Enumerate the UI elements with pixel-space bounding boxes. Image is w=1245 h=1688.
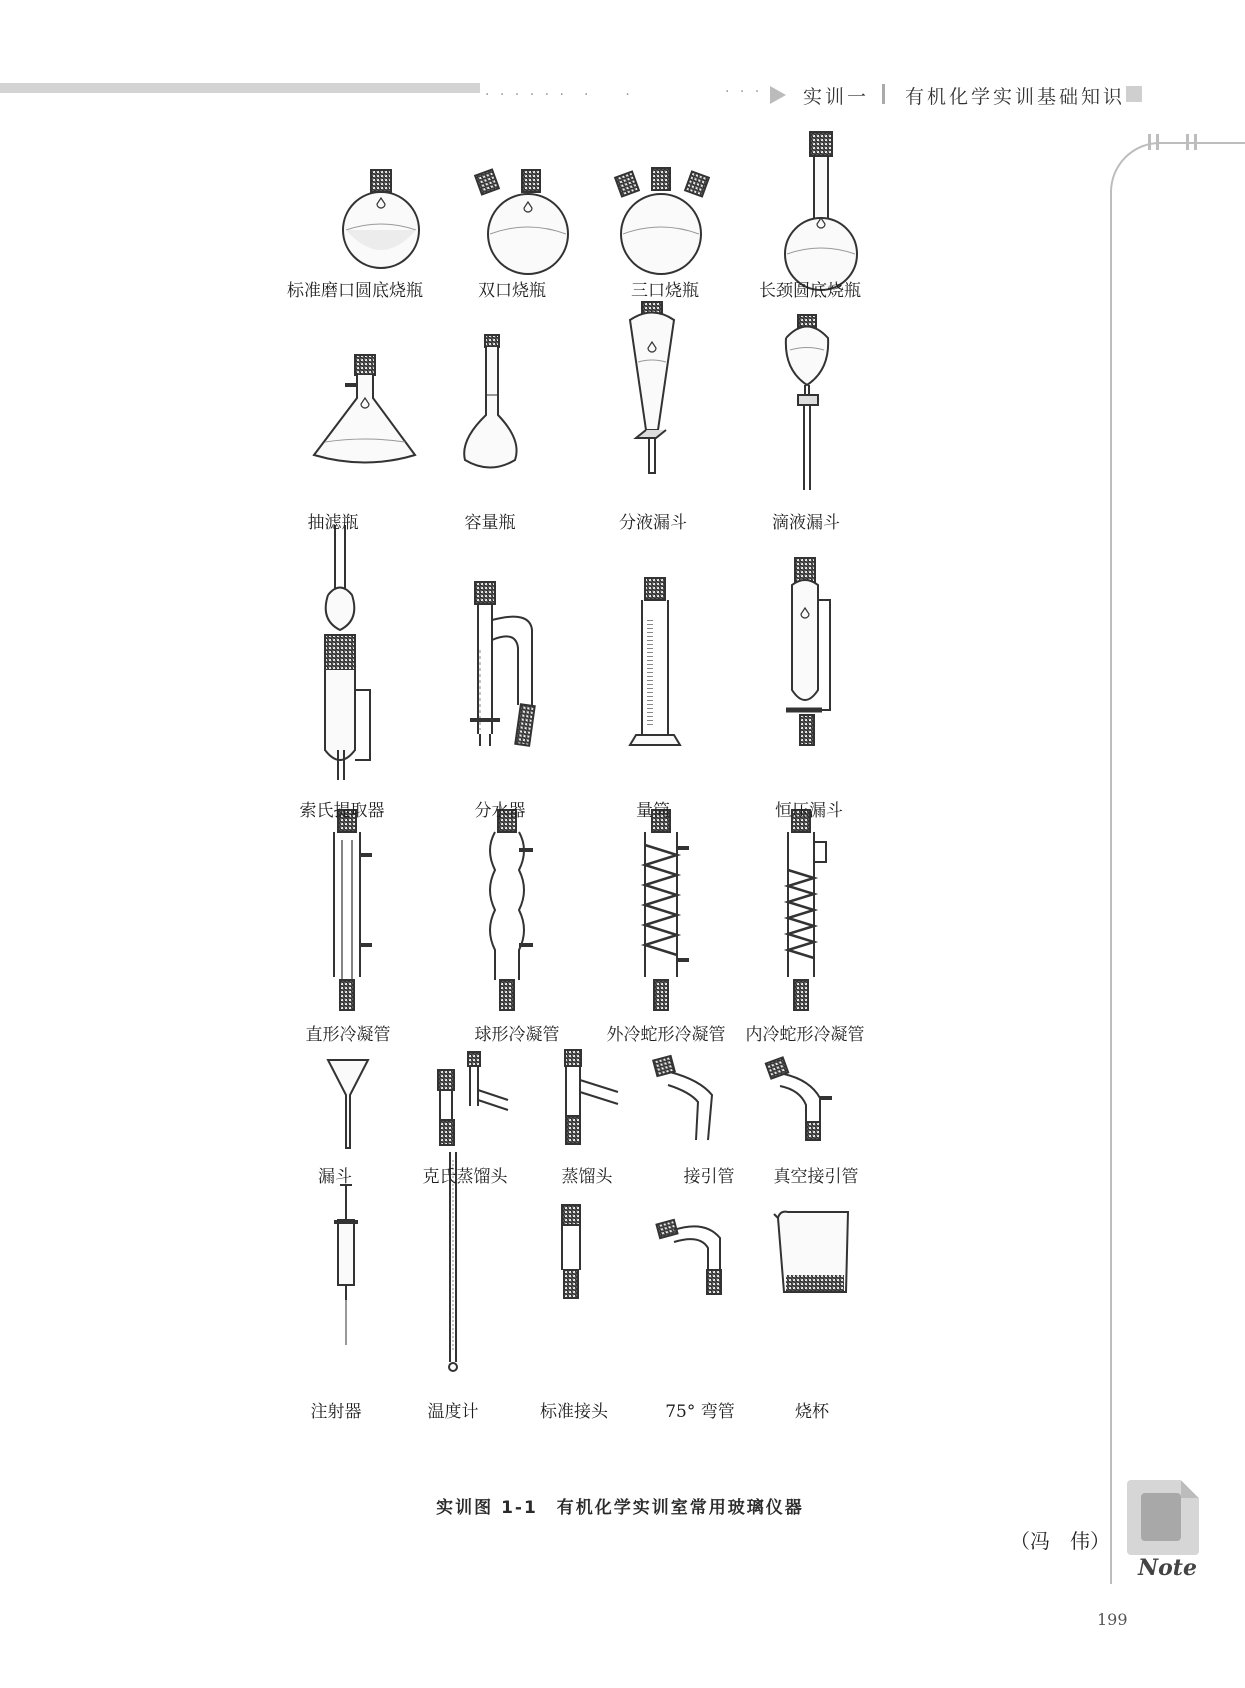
dropping-funnel-icon [786, 315, 828, 490]
graduated-cylinder-icon [630, 578, 680, 745]
volumetric-flask-icon [464, 335, 516, 468]
label-constant-pressure-funnel: 恒压漏斗 [775, 801, 843, 821]
vacuum-adapter-icon [766, 1057, 832, 1140]
label-inner-coil-condenser: 内冷蛇形冷凝管 [745, 1025, 865, 1045]
funnel-icon [328, 1060, 368, 1148]
note-icon [1127, 1480, 1199, 1555]
header-dots: · · · · · · · · [485, 87, 633, 103]
water-separator-icon [470, 582, 535, 746]
page-number: 199 [1097, 1610, 1128, 1629]
round-bottom-flask-icon [343, 170, 419, 268]
author: （冯 伟） [1010, 1529, 1110, 1553]
two-neck-flask-icon [475, 170, 568, 274]
margin-marks [1148, 134, 1238, 154]
separatory-funnel-icon [630, 302, 674, 473]
label-long-neck-flask: 长颈圆底烧瓶 [759, 281, 861, 301]
label-two-neck-flask: 双口烧瓶 [478, 281, 546, 301]
label-standard-joint: 标准接头 [540, 1402, 608, 1422]
label-claisen-head: 克氏蒸馏头 [422, 1167, 508, 1187]
label-graduated-cylinder: 量筒 [636, 801, 670, 821]
header-square-icon [1126, 86, 1142, 102]
label-bulb-condenser: 球形冷凝管 [474, 1025, 560, 1045]
distillation-head-icon [565, 1050, 618, 1144]
header-arrow-icon [770, 86, 786, 104]
bent-tube-75-icon [656, 1220, 721, 1294]
label-separatory-funnel: 分液漏斗 [619, 513, 687, 533]
constant-pressure-funnel-icon [786, 558, 830, 745]
label-soxhlet-extractor: 索氏提取器 [299, 801, 385, 821]
suction-flask-icon [314, 355, 415, 463]
label-adapter-tube: 接引管 [683, 1167, 735, 1187]
bulb-condenser-icon [490, 810, 533, 1010]
adapter-tube-icon [653, 1056, 712, 1140]
label-outer-coil-condenser: 外冷蛇形冷凝管 [606, 1025, 726, 1045]
header-dots-right: · · · [725, 84, 763, 100]
label-bent-tube: 75° 弯管 [665, 1402, 735, 1422]
label-beaker: 烧杯 [795, 1402, 829, 1422]
soxhlet-extractor-icon [325, 525, 370, 780]
label-distillation-head: 蒸馏头 [561, 1167, 613, 1187]
note-word: Note [1138, 1555, 1197, 1581]
standard-joint-icon [562, 1205, 580, 1298]
margin-frame [1110, 142, 1245, 1584]
label-vacuum-adapter: 真空接引管 [773, 1167, 859, 1187]
syringe-icon [334, 1185, 358, 1345]
header-chapter: 实训一 [803, 86, 870, 108]
label-water-separator: 分水器 [474, 801, 526, 821]
outer-coil-condenser-icon [645, 810, 689, 1010]
label-straight-condenser: 直形冷凝管 [305, 1025, 391, 1045]
glassware-figure [287, 130, 960, 1520]
long-neck-flask-icon [785, 132, 857, 290]
header-bar [0, 83, 480, 93]
beaker-icon [774, 1212, 848, 1292]
straight-condenser-icon [334, 810, 372, 1010]
label-funnel: 漏斗 [318, 1167, 352, 1187]
label-three-neck-flask: 三口烧瓶 [631, 281, 699, 301]
inner-coil-condenser-icon [788, 810, 826, 1010]
three-neck-flask-icon [615, 168, 709, 274]
label-syringe: 注射器 [310, 1402, 362, 1422]
label-volumetric-flask: 容量瓶 [464, 513, 516, 533]
label-thermometer: 温度计 [427, 1402, 479, 1422]
label-round-bottom-flask: 标准磨口圆底烧瓶 [287, 281, 423, 301]
header-title: 有机化学实训基础知识 [905, 86, 1126, 108]
label-suction-flask: 抽滤瓶 [307, 513, 359, 533]
label-dropping-funnel: 滴液漏斗 [772, 513, 840, 533]
header-separator [882, 84, 885, 104]
figure-caption: 实训图 1-1 有机化学实训室常用玻璃仪器 [436, 1498, 804, 1518]
claisen-distillation-head-icon [438, 1052, 508, 1145]
